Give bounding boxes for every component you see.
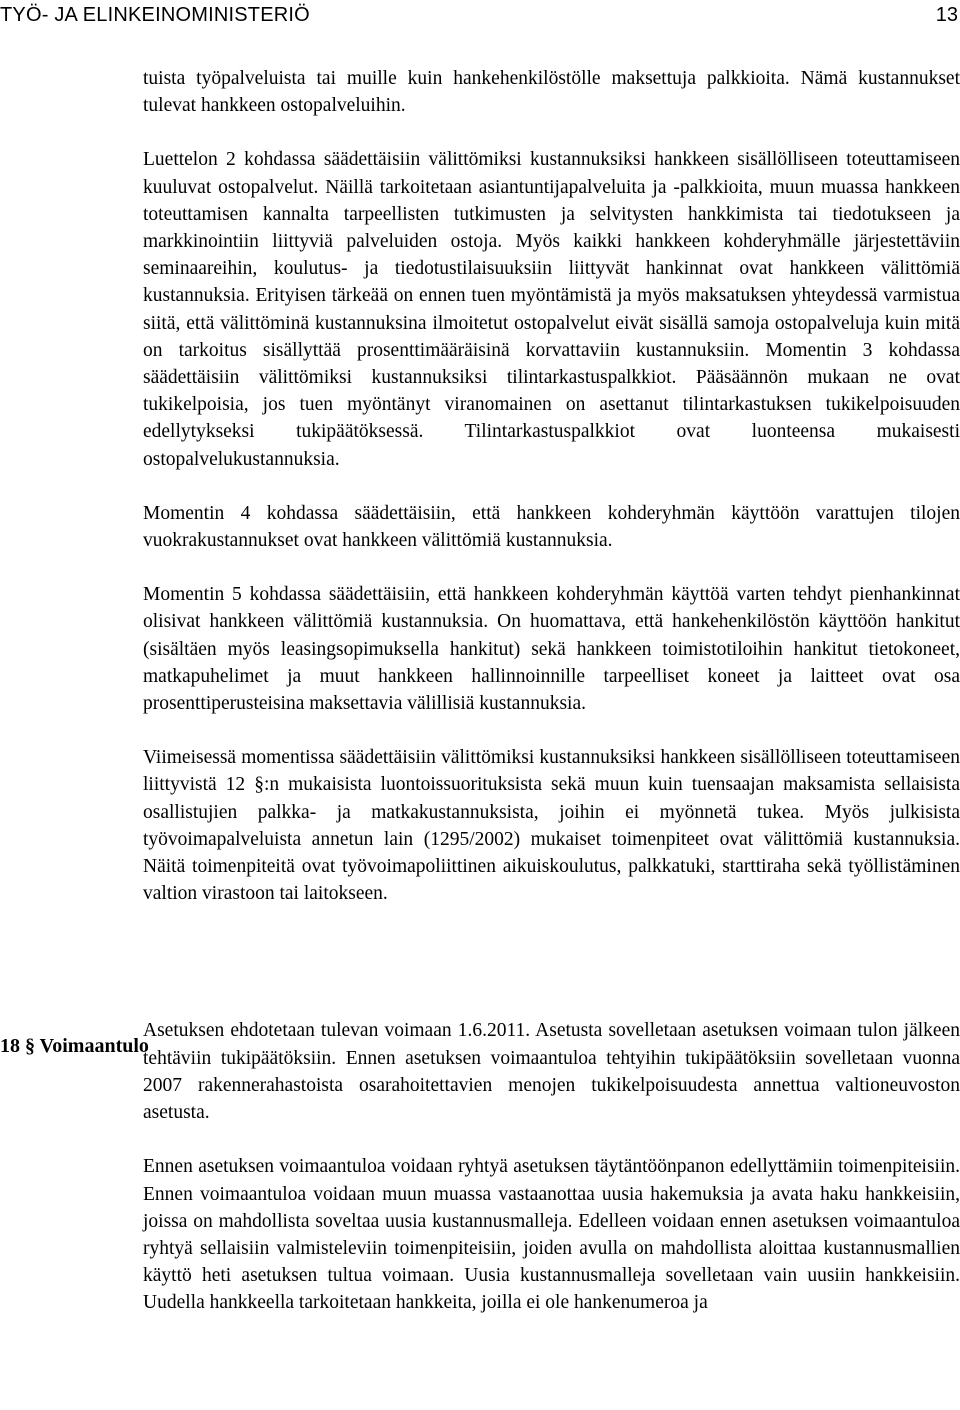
paragraph: tuista työpalveluista tai muille kuin hankehenkilöstölle maksettuja palkkioita. Nämä kustannukset tulevat hankkeen ostopalveluihin. [143, 68, 960, 117]
paragraph: Momentin 5 kohdassa säädettäisiin, että hankkeen kohderyhmän käyttöä varten tehdyt pienhankinnat olisivat hankkeen välittömiä kustannuksia. On huomattava, että hankehenkilöstön käyttöön hankitut (sisältäen myös leasingsopimuksella hankitut) sekä hankkeen toimistotiloihin hankitut tietokoneet, matkapuhelimet ja muut hankkeen hallinnoinnille tarpeelliset koneet ja laitteet ovat osa prosenttiperusteisina maksettavia välillisiä kustannuksia. [143, 584, 960, 715]
paragraph: Luettelon 2 kohdassa säädettäisiin välittömiksi kustannuksiksi hankkeen sisällölliseen toteuttamiseen kuuluvat ostopalvelut. Näillä tarkoitetaan asiantuntijapalveluita ja -palkkioita, muun muassa hankkeen toteuttamisen kannalta tarpeellisten tutkimusten ja selvitysten hankkimista tai tiedotukseen ja markkinointiin liittyviä palveluiden ostoja. Myös kaikki hankkeen kohderyhmälle järjestettäviin seminaareihin, koulutus- ja tiedotustilaisuuksiin liittyvät hankinnat ovat hankkeen välittömiä kustannuksia. Erityisen tärkeää on ennen tuen myöntämistä ja myös maksatuksen yhteydessä varmistua siitä, että välittöminä kustannuksina ilmoitetut ostopalvelut eivät sisällä samoja ostopalveluja kuin mitä on tarkoitus sisällyttää prosenttimääräisinä korvattaviin kustannuksiin. Momentin 3 kohdassa säädettäisiin välittömiksi kustannuksiksi tilintarkastuspalkkiot. Pääsäännön mukaan ne ovat tukikelpoisia, jos tuen myöntänyt viranomainen on asettanut tilintarkastuksen tukikelpoisuuden edellytykseksi tukipäätöksessä. Tilintarkastuspalkkiot ovat luonteensa mukaisesti ostopalvelukustannuksia. [143, 149, 960, 470]
page-header [0, 4, 960, 30]
paragraph: Ennen asetuksen voimaantuloa voidaan ryhtyä asetuksen täytäntöönpanon edellyttämiin toimenpiteisiin. Ennen voimaantuloa voidaan muun muassa vastaanottaa uusia hakemuksia ja avata haku hankkeisiin, joissa on mahdollista soveltaa uusia kustannusmalleja. Edelleen voidaan ennen asetuksen voimaantuloa ryhtyä sellaisiin valmisteleviin toimenpiteisiin, joiden avulla on mahdollista aloittaa kustannusmallien käyttö heti asetuksen tultua voimaan. Uusia kustannusmalleja sovelletaan vain uusiin hankkeisiin. Uudella hankkeella tarkoitetaan hankkeita, joilla ei ole hankenumeroa ja [143, 1156, 960, 1314]
section-title: Voimaantulo [39, 1035, 149, 1057]
document-body [143, 65, 960, 1317]
paragraph: Viimeisessä momentissa säädettäisiin välittömiksi kustannuksiksi hankkeen sisällölliseen toteuttamiseen liittyvistä 12 §:n mukaisista luontoissuorituksista sekä muun kuin tuensaajan maksamista sellaisista osallistujien palkka- ja matkakustannuksista, joihin ei myönnetä tukea. Myös julkisista työvoimapalveluista annetun lain (1295/2002) mukaiset toimenpiteet ovat välittömiä kustannuksia. Näitä toimenpiteitä ovat työvoimapoliittinen aikuiskoulutus, palkkatuki, starttiraha sekä työllistäminen valtion virastoon tai laitokseen. [143, 747, 960, 905]
section-heading [0, 1035, 149, 1058]
section-number: 18 § [0, 1035, 35, 1057]
paragraph: Asetuksen ehdotetaan tulevan voimaan 1.6.2011. Asetusta sovelletaan asetuksen voimaan tulon jälkeen tehtäviin tukipäätöksiin. Ennen asetuksen voimaantuloa tehtyihin tukipäätöksiin sovelletaan vuonna 2007 rakennerahastoista osarahoitettavien menojen tukikelpoisuudesta annettua valtioneuvoston asetusta. [143, 1020, 960, 1124]
ministry-name: TYÖ- JA ELINKEINOMINISTERIÖ [0, 4, 310, 26]
paragraph: Momentin 4 kohdassa säädettäisiin, että hankkeen kohderyhmän käyttöön varattujen tilojen vuokrakustannukset ovat hankkeen välittömiä kustannuksia. [143, 502, 960, 552]
page-number: 13 [935, 4, 958, 26]
